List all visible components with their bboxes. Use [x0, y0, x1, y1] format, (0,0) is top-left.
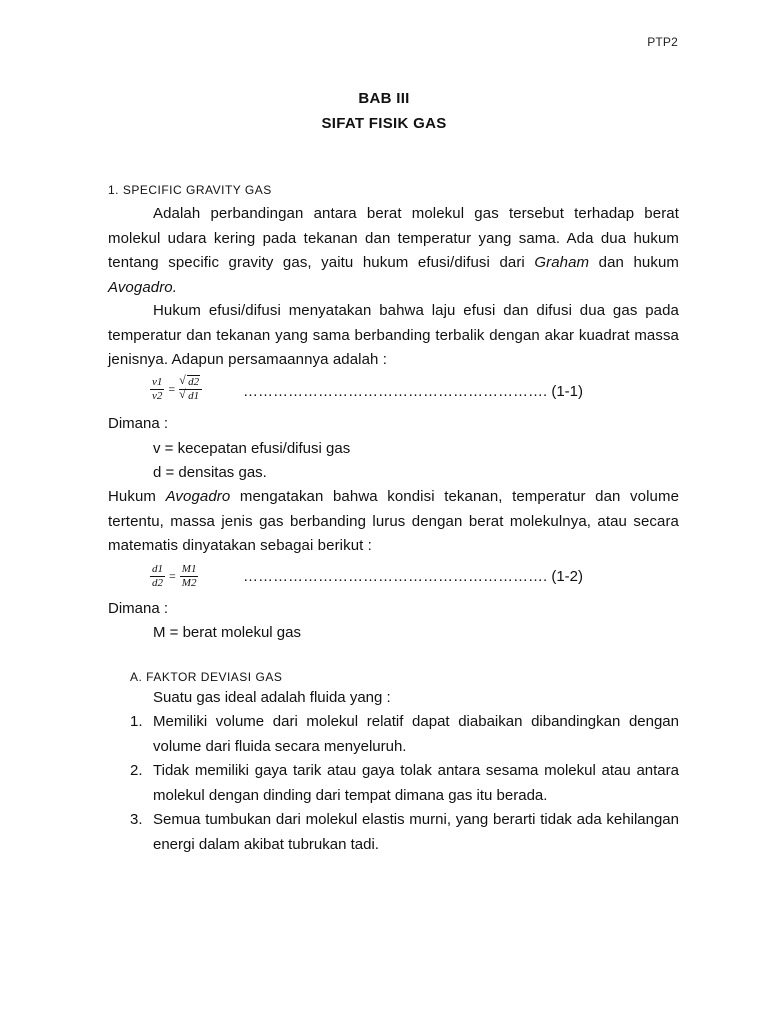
sqrt-icon	[181, 390, 200, 403]
list-item-number: 3.	[130, 811, 143, 828]
formula-1-left-denominator: v2	[152, 390, 163, 402]
list-item-number: 1.	[130, 713, 143, 730]
paragraph-definition-text: Adalah perbandingan antara berat molekul gas tersebut terhadap berat molekul udara kering pada tekanan dan temperatur yang sama. Ada dua hukum tentang specific gravity gas, yaitu hukum efusi/difusi dari	[108, 205, 679, 271]
avogadro-term-2: Avogadro	[165, 488, 231, 505]
page-header-code: PTP2	[647, 35, 678, 49]
list-item-text: Semua tumbukan dari molekul elastis murni, yang berarti tidak ada kehilangan energi dalam akibat tubrukan tadi.	[153, 811, 679, 853]
formula-1-left-numerator: v1	[152, 376, 163, 388]
formula-2-left-denominator: d2	[152, 577, 163, 589]
formula-2-right-fraction	[180, 563, 199, 590]
list-item-number: 2.	[130, 762, 143, 779]
formula-2-right-numerator: M1	[181, 563, 197, 575]
paragraph-graham-law: Hukum efusi/difusi menyatakan bahwa laju efusi dan difusi dua gas pada temperatur dan tekanan yang sama berbanding terbalik dengan akar kuadrat massa jenisnya. Adapun persamaannya adalah :	[108, 302, 679, 368]
list-item-text: Tidak memiliki gaya tarik atau gaya tolak antara sesama molekul atau antara molekul dengan dinding dari tempat dimana gas itu berada.	[153, 762, 679, 804]
chapter-title: SIFAT FISIK GAS	[321, 115, 447, 132]
formula-1	[150, 376, 202, 403]
formula-2-equals: =	[169, 569, 176, 583]
section-heading-specific-gravity: 1. SPECIFIC GRAVITY GAS	[108, 183, 272, 197]
paragraph-definition-text-2: dan hukum	[589, 254, 679, 271]
paragraph-definition	[108, 202, 679, 300]
formula-2-reference: ……………………………………………………. (1-2)	[243, 568, 584, 585]
paragraph-avogadro-law	[108, 485, 679, 559]
ideal-gas-criteria-list	[130, 710, 679, 857]
chapter-number: BAB III	[358, 90, 410, 107]
definition-m: M = berat molekul gas	[153, 624, 301, 641]
avogadro-term: Avogadro.	[108, 278, 178, 296]
formula-1-right-fraction	[179, 376, 202, 403]
formula-2-right-denominator: M2	[181, 577, 197, 589]
formula-1-right-numerator: d2	[188, 376, 200, 388]
formula-1-reference: ……………………………………………………. (1-1)	[243, 383, 584, 400]
dimana-label-1: Dimana :	[108, 415, 169, 432]
list-item	[130, 808, 679, 857]
formula-1-right-denominator: d1	[188, 390, 200, 402]
formula-2	[150, 563, 198, 590]
definition-d: d = densitas gas.	[153, 464, 267, 481]
section-heading-deviation-factor: A. FAKTOR DEVIASI GAS	[130, 670, 283, 684]
formula-2-left-numerator: d1	[152, 563, 163, 575]
list-item-text: Memiliki volume dari molekul relatif dapat diabaikan dibandingkan dengan volume dari fluida secara menyeluruh.	[153, 713, 679, 755]
formula-1-equals: =	[168, 382, 176, 396]
list-item	[130, 710, 679, 759]
list-item	[130, 759, 679, 808]
formula-2-left-fraction	[150, 563, 165, 590]
graham-term: Graham	[534, 254, 590, 271]
formula-1-left-fraction	[150, 376, 164, 403]
definition-v: v = kecepatan efusi/difusi gas	[153, 440, 351, 457]
chapter-title-block	[0, 86, 768, 136]
ideal-gas-intro: Suatu gas ideal adalah fluida yang :	[153, 689, 391, 706]
paragraph-avogadro-text: Hukum	[108, 488, 166, 505]
dimana-label-2: Dimana :	[108, 600, 169, 617]
paragraph-avogadro-text-2: mengatakan bahwa kondisi tekanan, temperatur dan volume tertentu, massa jenis gas berbanding lurus dengan berat molekulnya, atau secara matematis dinyatakan sebagai berikut :	[108, 488, 680, 554]
